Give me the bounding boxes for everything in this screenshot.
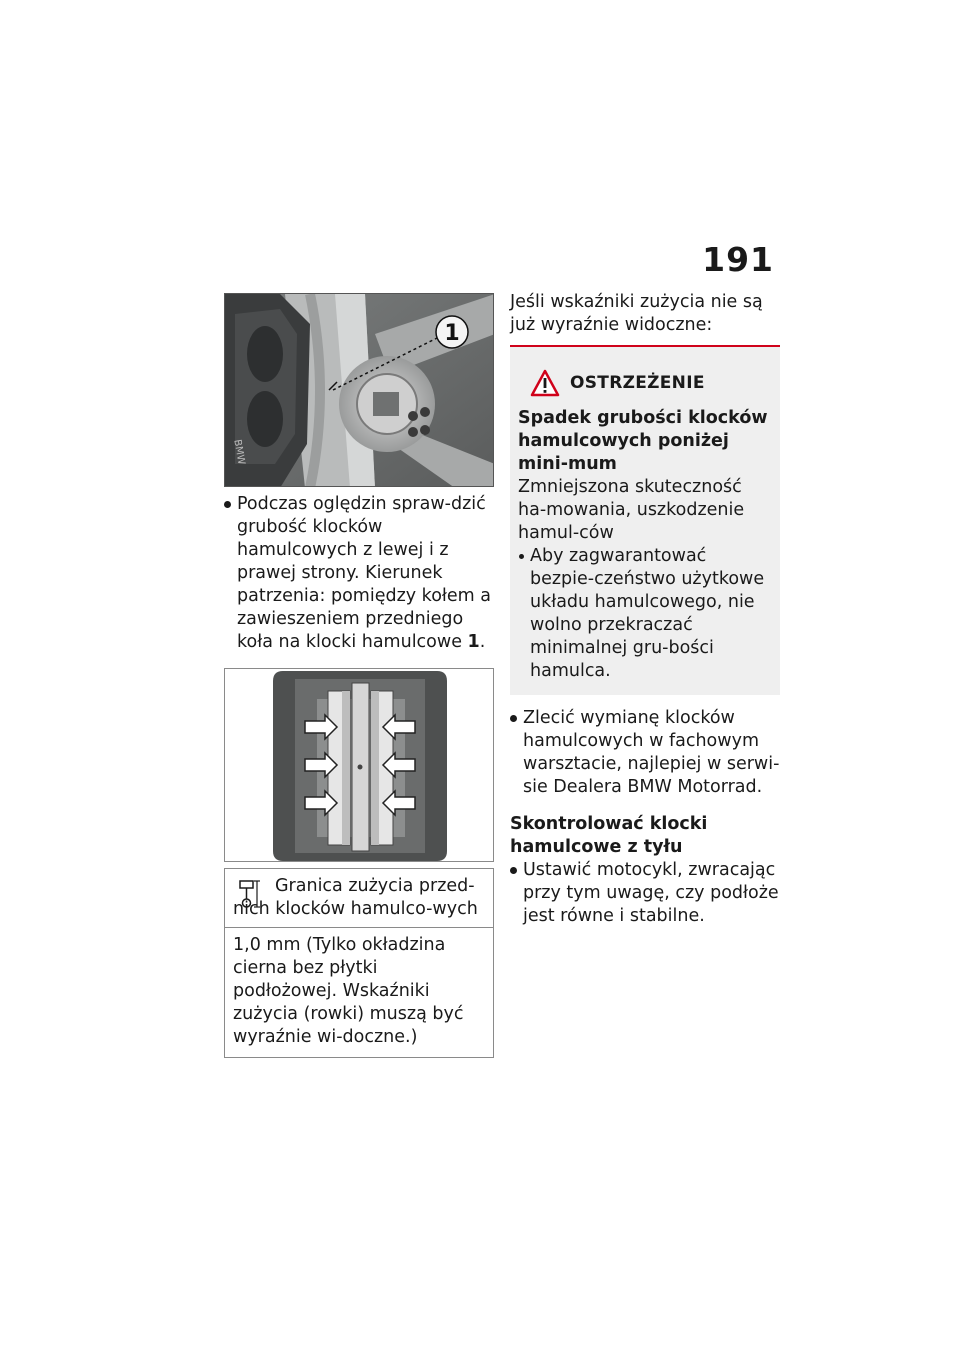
bullet-icon (519, 554, 524, 559)
warning-bullet (518, 545, 772, 683)
reference-number: 1 (467, 632, 480, 652)
wear-limit-value: 1,0 mm (Tylko okładzina cierna bez płytki podłożowej. Wskaźniki zużycia (rowki) muszą być wyraźnie wi-doczne.) (233, 935, 464, 1047)
page-number: 191 (702, 240, 774, 279)
brake-pad-diagram (224, 668, 494, 862)
brake-caliper-photo (224, 293, 494, 487)
left-arrows (305, 715, 337, 815)
replacement-instruction (510, 707, 780, 799)
instruction-text: Podczas oględzin spraw-dzić grubość klocków hamulcowych z lewej i z prawej strony. Kierunek patrzenia: pomiędzy kołem a zawieszeniem przedniego koła na klocki hamulcowe (237, 494, 491, 652)
brand-mark: BMW (231, 438, 247, 466)
callout-number: 1 (444, 321, 460, 346)
wear-limit-title: Granica zużycia przed-nich klocków hamulco-wych (233, 876, 478, 919)
brake-pad-wear-illustration (225, 669, 494, 862)
bullet-icon (510, 715, 517, 722)
warning-body: Zmniejszona skuteczność ha-mowania, uszkodzenie hamul-ców (518, 477, 745, 543)
right-column (510, 293, 780, 928)
wear-limit-table (224, 868, 494, 1058)
replacement-text: Zlecić wymianę klocków hamulcowych w fachowym warsztacie, najlepiej w serwi-sie Dealera BMW Motorrad. (523, 708, 780, 797)
bullet-icon (510, 867, 517, 874)
warning-box (510, 345, 780, 695)
inspection-instruction (224, 493, 494, 654)
positioning-text: Ustawić motocykl, zwracając przy tym uwagę, czy podłoże jest równe i stabilne. (523, 860, 779, 926)
warning-heading: Spadek grubości klocków hamulcowych poniżej mini-mum (518, 408, 768, 474)
section-heading: Skontrolować klocki hamulcowe z tyłu (510, 814, 708, 857)
warning-title (530, 369, 772, 397)
caliper-gauge-icon (237, 877, 261, 918)
warning-triangle-icon (530, 369, 560, 397)
warning-label: OSTRZEŻENIE (570, 373, 705, 393)
warning-bullet-text: Aby zagwarantować bezpie-czeństwo użytkowe układu hamulcowego, nie wolno przekraczać minimalnej gru-bości hamulca. (530, 546, 765, 681)
bullet-icon (224, 501, 231, 508)
wear-limit-header (225, 869, 493, 928)
instruction-end: . (479, 632, 486, 652)
right-arrows (383, 715, 415, 815)
intro-text: Jeśli wskaźniki zużycia nie są już wyraźnie widoczne: (510, 292, 763, 335)
left-column (224, 293, 494, 1058)
positioning-instruction (510, 859, 780, 928)
brake-caliper-illustration (225, 294, 494, 487)
